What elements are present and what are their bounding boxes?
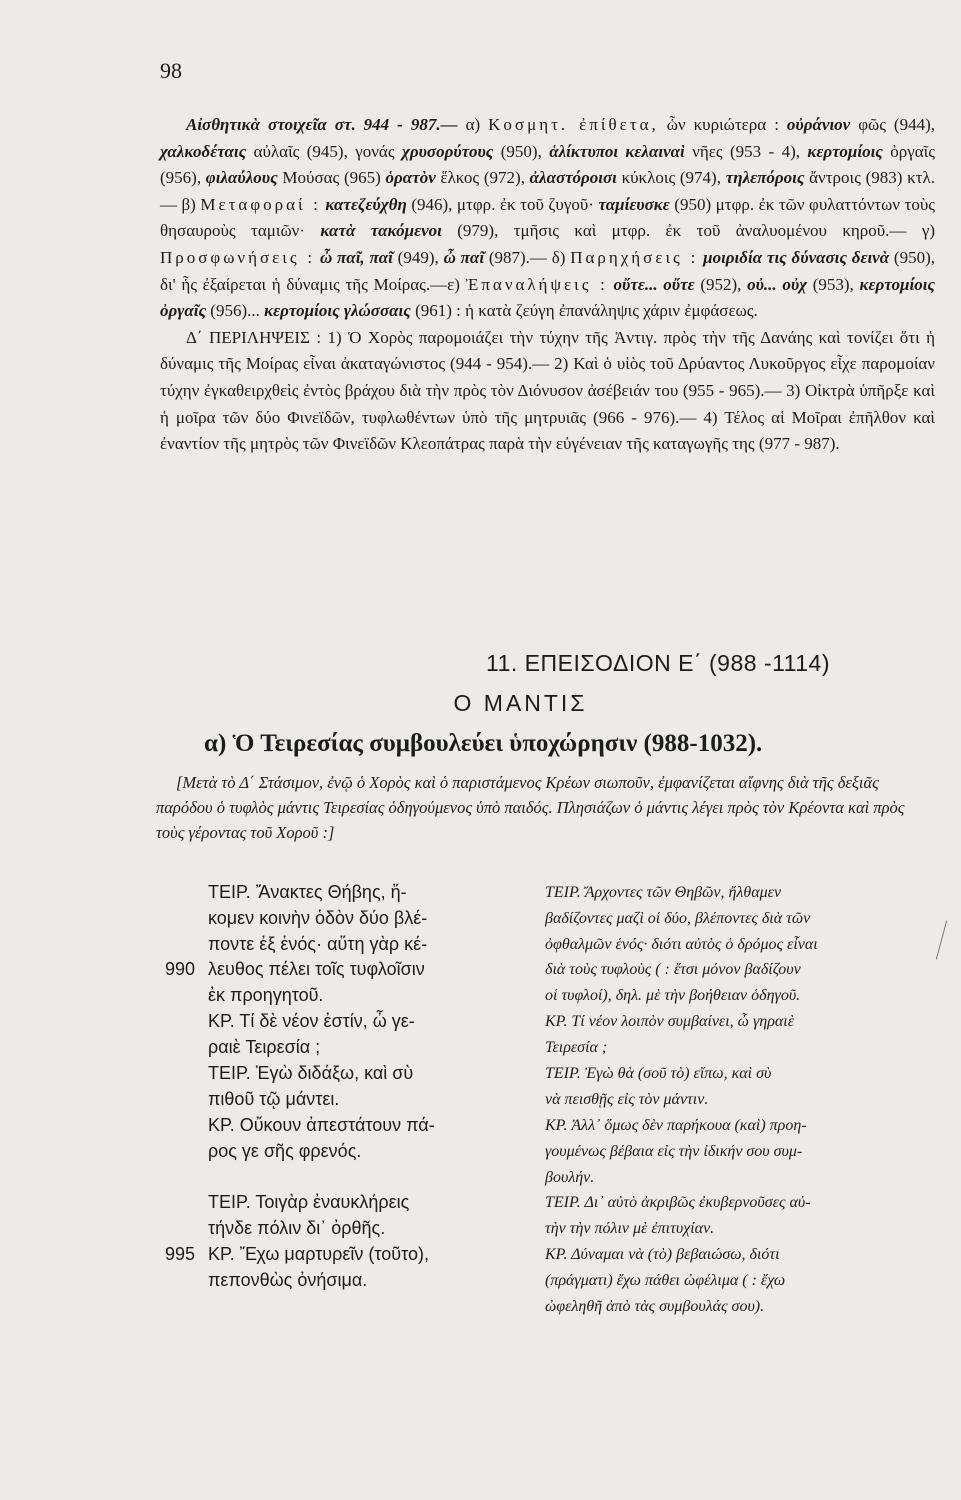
translation-line: διὰ τοὺς τυφλοὺς ( : ἔτσι μόνον βαδίζουν: [545, 961, 801, 978]
note-word: κερτομίοις γλώσσαις: [264, 301, 411, 321]
greek-text: [208, 957, 526, 1009]
translation-line: νὰ πεισθῇς εἰς τὸν μάντιν.: [545, 1090, 709, 1108]
note-word: ἁλίκτυποι κελαιναὶ: [549, 141, 685, 161]
translation-text: [545, 1242, 940, 1319]
note-text: (950), δι' ἧς ἐξαίρεται ἡ δύναμις τῆς Μοίρας.—ε): [160, 247, 936, 294]
note-word: τηλεπόροις: [725, 168, 805, 188]
translation-line: βουλήν.: [545, 1168, 595, 1186]
greek-line: ἐκ προηγητοῦ.: [208, 984, 324, 1005]
greek-text: [208, 1190, 526, 1242]
note-word: ἀλαστόροισι: [529, 168, 617, 188]
note-word: κερτομίοις ὀργαῖς: [160, 274, 936, 321]
note-word: ὦ παῖ: [443, 247, 485, 267]
note-word: φιλαύλους: [205, 168, 278, 188]
note-text: Μούσας (965): [277, 168, 386, 188]
note-word: οὐ... οὐχ: [747, 274, 808, 294]
note-text: (952),: [694, 274, 748, 294]
note-word: οὔτε... οὔτε: [613, 274, 695, 294]
translation-line: βαδίζοντες μαζὶ οἱ δύο, βλέποντες διὰ τῶν: [545, 909, 811, 927]
note-word: χαλκοδέταις: [160, 141, 247, 161]
greek-line: ΚΡ. Τί δὲ νέον ἐστίν, ὦ γε-: [208, 1011, 415, 1031]
note-text: (979), τμῆσις καὶ μτφρ. ἐκ τοῦ ἀναλυομένου κηροῦ.— γ): [441, 221, 935, 241]
note-text: ἄντροις (983) κτλ.— β): [160, 168, 935, 214]
translation-text: [545, 1113, 940, 1190]
episode-heading: [0, 650, 961, 677]
translation-line: γουμένως βέβαια εἰς τὴν ἰδικήν σου συμ-: [545, 1142, 803, 1160]
note-text: ὧν κυριώτερα :: [658, 115, 787, 134]
note-word: ὁρατὸν: [385, 168, 436, 188]
translation-text: [545, 880, 940, 957]
section-heading: α) Ὁ Τειρεσίας συμβουλεύει ὑποχώρησιν (988-1032).: [204, 730, 763, 757]
note-text: (949),: [392, 247, 444, 267]
translation-line: ὀφθαλμῶν ἑνός· διότι αὐτὸς ὁ δρόμος εἶναι: [545, 935, 818, 953]
note-word: ταμίευσκε: [598, 194, 670, 214]
greek-line: πιθοῦ τῷ μάντει.: [208, 1088, 340, 1109]
episode-subtitle-text: Ο ΜΑΝΤΙΣ: [453, 690, 588, 716]
note-text: νῆες (953 - 4),: [684, 141, 808, 161]
translation-line: ΤΕΙΡ. Ἐγὼ θὰ (σοῦ τὸ) εἴπω, καὶ σὺ: [545, 1065, 772, 1082]
note-text: (950) μτφρ. ἐκ τῶν φυλαττόντων τοὺς θησαυροὺς ταμιῶν·: [160, 194, 935, 241]
greek-line: ΤΕΙΡ. Τοιγὰρ ἐναυκλήρεις: [208, 1192, 410, 1212]
note-text: ὀργαῖς (956),: [160, 141, 935, 188]
note-word: κατεζεύχθη: [325, 194, 407, 214]
note-word: ὦ παῖ, παῖ: [319, 247, 393, 267]
translation-line: ὠφεληθῆ ἀπὸ τὰς συμβουλάς σου).: [545, 1297, 765, 1315]
aesthetic-elements-paragraph: [160, 112, 935, 325]
note-word: χρυσορύτους: [401, 141, 494, 161]
greek-line: ΤΕΙΡ. Ἄνακτες Θήβης, ἥ-: [208, 882, 407, 902]
commentary-notes: [160, 112, 935, 458]
line-number: 995: [165, 1244, 196, 1264]
episode-subtitle: [0, 690, 961, 717]
summaries-paragraph: Δ΄ ΠΕΡΙΛΗΨΕΙΣ : 1) Ὁ Χορὸς παρομοιάζει τὴν τύχην τῆς Ἀντιγ. πρὸς τὴν τῆς Δανάης καὶ τονίζει ὅτι ἡ δύναμις τῆς Μοίρας εἶναι ἀκαταγώνιστος (944 - 954).— 2) Καὶ ὁ υἱὸς τοῦ Δρύαντος Λυκοῦργος εἶχε παρομοίαν τύχην ἐγκαθειρχθεὶς ἐντὸς βράχου διὰ τὴν πρὸς τὸν Διόνυσον ἀσέβειάν του (955 - 965).— 3) Οἰκτρὰ ὑπῆρξε καὶ ἡ μοῖρα τῶν δύο Φινεϊδῶν, τυφλωθέντων ὑπὸ τῆς μητρυιᾶς (966 - 976).— 4) Τέλος αἱ Μοῖραι ἐπῆλθον καὶ ἐναντίον τῆς μητρὸς τῶν Φινεϊδῶν Κλεοπάτρας παρὰ τὴν εὐγένειαν τῆς καταγωγῆς της (977 - 987).: [160, 327, 935, 454]
note-spaced-term: Ἐπαναλήψεις :: [465, 274, 608, 294]
translation-line: οἱ τυφλοί), δηλ. μὲ τὴν βοήθειαν ὁδηγοῦ.: [545, 986, 801, 1004]
translation-text: [545, 1061, 940, 1113]
greek-text: [208, 1113, 526, 1165]
translation-line: ΚΡ. Δύναμαι νὰ (τὸ) βεβαιώσω, διότι: [545, 1246, 780, 1263]
note-word: οὐράνιον: [786, 115, 851, 134]
translation-text: [545, 1009, 940, 1061]
greek-text: [208, 880, 526, 957]
note-spaced-term: Κοσμητ. ἐπίθετα,: [488, 115, 659, 134]
episode-heading-text: 11. ΕΠΕΙΣΟΔΙΟΝ Ε΄ (988 -1114): [486, 650, 830, 676]
line-number: 990: [165, 959, 196, 979]
translation-line: Τειρεσία ;: [545, 1038, 608, 1056]
note-text: (956)...: [206, 301, 265, 321]
translation-line: ΤΕΙΡ. Ἄρχοντες τῶν Θηβῶν, ἤλθαμεν: [545, 884, 782, 901]
translation-line: ΤΕΙΡ. Δι᾽ αὐτὸ ἀκριβῶς ἐκυβερνοῦσες αὐ-: [545, 1194, 811, 1211]
note-text: (946), μτφρ. ἐκ τοῦ ζυγοῦ·: [406, 194, 599, 214]
stage-direction: [156, 770, 936, 845]
translation-line: (πράγματι) ἔχω πάθει ὠφέλιμα ( : ἔχω: [545, 1271, 786, 1289]
greek-line: ΤΕΙΡ. Ἐγὼ διδάξω, καὶ σὺ: [208, 1063, 414, 1083]
greek-line: ΚΡ. Οὔκουν ἀπεστάτουν πά-: [208, 1115, 435, 1135]
translation-text: [545, 1190, 940, 1242]
greek-line: λευθος πέλει τοῖς τυφλοῖσιν: [208, 959, 425, 979]
note-spaced-term: Προσφωνήσεις :: [160, 247, 316, 267]
note-word: κερτομίοις: [807, 141, 883, 161]
greek-line: ΚΡ. Ἔχω μαρτυρεῖν (τοῦτο),: [208, 1244, 429, 1264]
note-text: κύκλοις (974),: [616, 168, 726, 188]
translation-line: ΚΡ. Ἀλλ᾽ ὅμως δὲν παρήκουα (καὶ) προη-: [545, 1117, 807, 1134]
note-text: (987).— δ): [484, 247, 571, 267]
translation-line: τὴν τὴν πόλιν μὲ ἐπιτυχίαν.: [545, 1219, 715, 1237]
note-text: ἕλκος (972),: [435, 168, 530, 188]
note-text: αὐλαῖς (945), γονάς: [246, 141, 402, 161]
stage-direction-text: [Μετὰ τὸ Δ΄ Στάσιμον, ἐνῷ ὁ Χορὸς καὶ ὁ παριστάμενος Κρέων σιωποῦν, ἐμφανίζεται αἴφνης διὰ τῆς δεξιᾶς παρόδου ὁ τυφλὸς μάντις Τειρεσίας ὁδηγούμενος ὑπὸ παιδός. Πλησιάζων ὁ μάντις λέγει πρὸς τὸν Κρέοντα καὶ πρὸς τοὺς γέροντας τοῦ Χοροῦ :]: [156, 773, 905, 842]
page-number: 98: [160, 58, 182, 83]
note-label: α): [457, 115, 489, 134]
note-text: (961) : ἡ κατὰ ζεύγη ἐπανάληψις χάριν ἐμφάσεως.: [410, 301, 758, 321]
greek-line: ρος γε σῆς φρενός.: [208, 1140, 362, 1161]
note-heading: Αἰσθητικὰ στοιχεῖα στ. 944 - 987.—: [186, 115, 458, 134]
greek-line: πεπονθὼς ὀνήσιμα.: [208, 1269, 368, 1290]
greek-text: [208, 1009, 526, 1061]
note-text: φῶς (944),: [850, 115, 936, 134]
note-spaced-term: Μεταφοραί :: [200, 194, 321, 214]
greek-line: τήνδε πόλιν δι᾽ ὀρθῆς.: [208, 1217, 386, 1238]
translation-text: [545, 957, 940, 1009]
note-text: (950),: [493, 141, 550, 161]
greek-line: ραιὲ Τειρεσία ;: [208, 1036, 321, 1057]
note-word: μοιριδία τις δύνασις δεινὰ: [703, 247, 890, 267]
greek-text: [208, 1242, 526, 1294]
greek-text: [208, 1061, 526, 1113]
note-text: (953),: [807, 274, 860, 294]
translation-line: ΚΡ. Τί νέον λοιπὸν συμβαίνει, ὦ γηραιὲ: [545, 1013, 795, 1030]
greek-line: ποντε ἐξ ἑνός· αὕτη γὰρ κέ-: [208, 933, 428, 954]
note-spaced-term: Παρηχήσεις :: [570, 247, 699, 267]
note-word: κατὰ τακόμενοι: [320, 221, 442, 241]
greek-line: κομεν κοινὴν ὁδὸν δύο βλέ-: [208, 907, 428, 928]
